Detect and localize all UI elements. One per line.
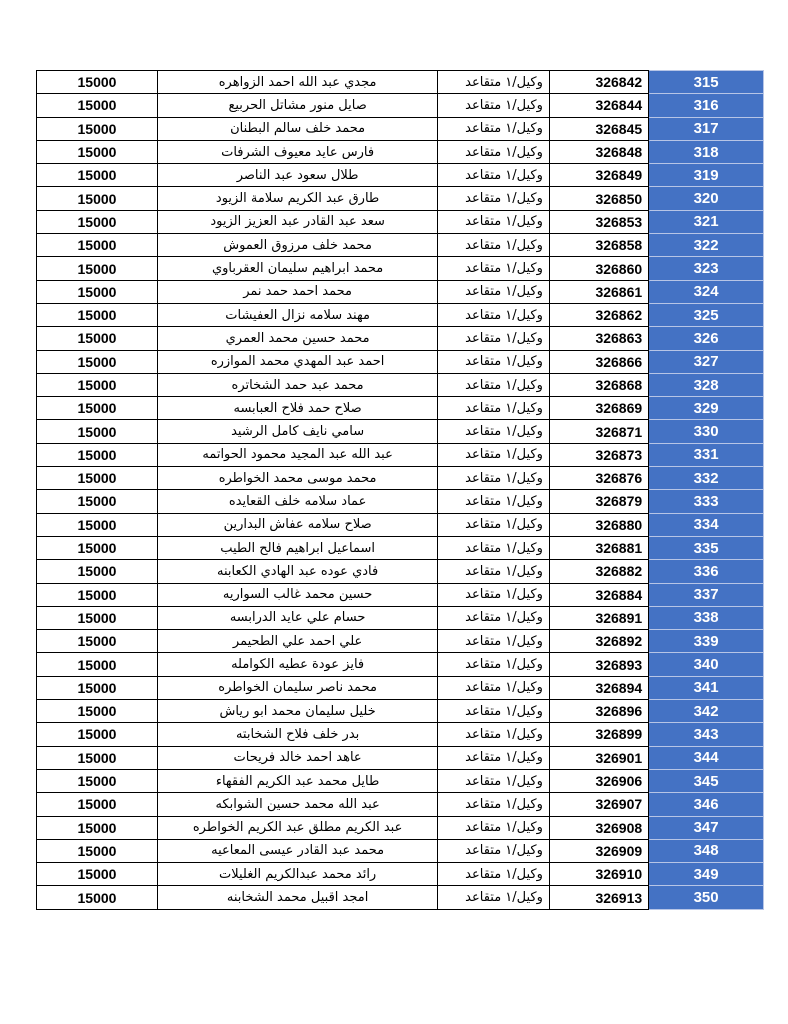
amount-cell: 15000	[37, 793, 158, 816]
id-cell: 326879	[549, 490, 648, 513]
table-row	[37, 327, 764, 350]
amount-cell: 15000	[37, 606, 158, 629]
sequence-cell: 317	[649, 117, 764, 140]
rank-cell: وكيل/١ متقاعد	[438, 746, 550, 769]
id-cell: 326881	[549, 536, 648, 559]
name-cell: بدر خلف فلاح الشخابته	[157, 723, 437, 746]
name-cell: محمد احمد حمد نمر	[157, 280, 437, 303]
table-row	[37, 71, 764, 94]
table-row	[37, 746, 764, 769]
id-cell: 326908	[549, 816, 648, 839]
name-cell: محمد موسى محمد الخواطره	[157, 467, 437, 490]
amount-cell: 15000	[37, 886, 158, 909]
name-cell: مجدي عبد الله احمد الزواهره	[157, 71, 437, 94]
rank-cell: وكيل/١ متقاعد	[438, 187, 550, 210]
name-cell: سعد عبد القادر عبد العزيز الزيود	[157, 210, 437, 233]
id-cell: 326907	[549, 793, 648, 816]
sequence-cell: 339	[649, 630, 764, 653]
id-cell: 326906	[549, 769, 648, 792]
table-row	[37, 560, 764, 583]
sequence-cell: 319	[649, 164, 764, 187]
sequence-cell: 350	[649, 886, 764, 909]
rank-cell: وكيل/١ متقاعد	[438, 630, 550, 653]
table-row	[37, 490, 764, 513]
rank-cell: وكيل/١ متقاعد	[438, 816, 550, 839]
name-cell: عماد سلامه خلف القعايده	[157, 490, 437, 513]
id-cell: 326860	[549, 257, 648, 280]
sequence-cell: 330	[649, 420, 764, 443]
table-row	[37, 397, 764, 420]
name-cell: صلاح حمد فلاح العبابسه	[157, 397, 437, 420]
id-cell: 326884	[549, 583, 648, 606]
sequence-cell: 315	[649, 71, 764, 94]
table-row	[37, 630, 764, 653]
table-row	[37, 187, 764, 210]
id-cell: 326863	[549, 327, 648, 350]
id-cell: 326873	[549, 443, 648, 466]
name-cell: محمد خلف مرزوق العموش	[157, 234, 437, 257]
amount-cell: 15000	[37, 443, 158, 466]
name-cell: محمد ناصر سليمان الخواطره	[157, 676, 437, 699]
sequence-cell: 323	[649, 257, 764, 280]
sequence-cell: 348	[649, 839, 764, 862]
sequence-cell: 328	[649, 373, 764, 396]
table-row	[37, 210, 764, 233]
id-cell: 326853	[549, 210, 648, 233]
sequence-cell: 316	[649, 94, 764, 117]
rank-cell: وكيل/١ متقاعد	[438, 467, 550, 490]
amount-cell: 15000	[37, 373, 158, 396]
id-cell: 326871	[549, 420, 648, 443]
name-cell: عبد الكريم مطلق عبد الكريم الخواطره	[157, 816, 437, 839]
rank-cell: وكيل/١ متقاعد	[438, 536, 550, 559]
amount-cell: 15000	[37, 187, 158, 210]
amount-cell: 15000	[37, 164, 158, 187]
sequence-cell: 338	[649, 606, 764, 629]
amount-cell: 15000	[37, 420, 158, 443]
id-cell: 326845	[549, 117, 648, 140]
table-row	[37, 769, 764, 792]
rank-cell: وكيل/١ متقاعد	[438, 723, 550, 746]
table-row	[37, 863, 764, 886]
rank-cell: وكيل/١ متقاعد	[438, 560, 550, 583]
name-cell: محمد ابراهيم سليمان العقرباوي	[157, 257, 437, 280]
sequence-cell: 318	[649, 140, 764, 163]
id-cell: 326892	[549, 630, 648, 653]
name-cell: فايز عودة عطيه الكوامله	[157, 653, 437, 676]
sequence-cell: 346	[649, 793, 764, 816]
sequence-cell: 334	[649, 513, 764, 536]
payment-table	[36, 70, 764, 910]
name-cell: احمد عبد المهدي محمد الموازره	[157, 350, 437, 373]
name-cell: طارق عبد الكريم سلامة الزيود	[157, 187, 437, 210]
rank-cell: وكيل/١ متقاعد	[438, 94, 550, 117]
sequence-cell: 333	[649, 490, 764, 513]
rank-cell: وكيل/١ متقاعد	[438, 420, 550, 443]
amount-cell: 15000	[37, 746, 158, 769]
name-cell: محمد عبد حمد الشخاتره	[157, 373, 437, 396]
name-cell: فادي عوده عبد الهادي الكعابنه	[157, 560, 437, 583]
name-cell: طلال سعود عبد الناصر	[157, 164, 437, 187]
table-row	[37, 443, 764, 466]
id-cell: 326896	[549, 700, 648, 723]
amount-cell: 15000	[37, 513, 158, 536]
rank-cell: وكيل/١ متقاعد	[438, 676, 550, 699]
amount-cell: 15000	[37, 723, 158, 746]
name-cell: علي احمد علي الطحيمر	[157, 630, 437, 653]
rank-cell: وكيل/١ متقاعد	[438, 397, 550, 420]
sequence-cell: 347	[649, 816, 764, 839]
rank-cell: وكيل/١ متقاعد	[438, 117, 550, 140]
rank-cell: وكيل/١ متقاعد	[438, 373, 550, 396]
rank-cell: وكيل/١ متقاعد	[438, 583, 550, 606]
name-cell: فارس عايد معيوف الشرفات	[157, 140, 437, 163]
sequence-cell: 326	[649, 327, 764, 350]
amount-cell: 15000	[37, 467, 158, 490]
sequence-cell: 342	[649, 700, 764, 723]
sequence-cell: 344	[649, 746, 764, 769]
name-cell: حسين محمد غالب السواريه	[157, 583, 437, 606]
amount-cell: 15000	[37, 536, 158, 559]
amount-cell: 15000	[37, 863, 158, 886]
table-row	[37, 280, 764, 303]
amount-cell: 15000	[37, 280, 158, 303]
rank-cell: وكيل/١ متقاعد	[438, 490, 550, 513]
id-cell: 326891	[549, 606, 648, 629]
id-cell: 326893	[549, 653, 648, 676]
rank-cell: وكيل/١ متقاعد	[438, 303, 550, 326]
table-row	[37, 257, 764, 280]
sequence-cell: 340	[649, 653, 764, 676]
amount-cell: 15000	[37, 769, 158, 792]
sequence-cell: 320	[649, 187, 764, 210]
id-cell: 326842	[549, 71, 648, 94]
id-cell: 326866	[549, 350, 648, 373]
table-row	[37, 653, 764, 676]
rank-cell: وكيل/١ متقاعد	[438, 140, 550, 163]
rank-cell: وكيل/١ متقاعد	[438, 71, 550, 94]
rank-cell: وكيل/١ متقاعد	[438, 513, 550, 536]
table-row	[37, 117, 764, 140]
rank-cell: وكيل/١ متقاعد	[438, 863, 550, 886]
amount-cell: 15000	[37, 327, 158, 350]
id-cell: 326901	[549, 746, 648, 769]
amount-cell: 15000	[37, 94, 158, 117]
id-cell: 326868	[549, 373, 648, 396]
sequence-cell: 329	[649, 397, 764, 420]
name-cell: سامي نايف كامل الرشيد	[157, 420, 437, 443]
rank-cell: وكيل/١ متقاعد	[438, 327, 550, 350]
id-cell: 326848	[549, 140, 648, 163]
table-row	[37, 234, 764, 257]
id-cell: 326909	[549, 839, 648, 862]
name-cell: محمد حسين محمد العمري	[157, 327, 437, 350]
table-row	[37, 513, 764, 536]
id-cell: 326894	[549, 676, 648, 699]
sequence-cell: 327	[649, 350, 764, 373]
sequence-cell: 325	[649, 303, 764, 326]
table-row	[37, 886, 764, 909]
id-cell: 326858	[549, 234, 648, 257]
name-cell: صايل منور مشاتل الحربيع	[157, 94, 437, 117]
amount-cell: 15000	[37, 140, 158, 163]
rank-cell: وكيل/١ متقاعد	[438, 280, 550, 303]
id-cell: 326869	[549, 397, 648, 420]
table-row	[37, 606, 764, 629]
rank-cell: وكيل/١ متقاعد	[438, 443, 550, 466]
id-cell: 326861	[549, 280, 648, 303]
table-row	[37, 303, 764, 326]
table-row	[37, 94, 764, 117]
sequence-cell: 331	[649, 443, 764, 466]
id-cell: 326876	[549, 467, 648, 490]
table-row	[37, 816, 764, 839]
rank-cell: وكيل/١ متقاعد	[438, 839, 550, 862]
amount-cell: 15000	[37, 816, 158, 839]
sequence-cell: 336	[649, 560, 764, 583]
name-cell: امجد اقبيل محمد الشخابنه	[157, 886, 437, 909]
amount-cell: 15000	[37, 257, 158, 280]
name-cell: عبد الله محمد حسين الشوابكه	[157, 793, 437, 816]
id-cell: 326910	[549, 863, 648, 886]
name-cell: محمد خلف سالم البطنان	[157, 117, 437, 140]
name-cell: رائد محمد عبدالكريم الغليلات	[157, 863, 437, 886]
rank-cell: وكيل/١ متقاعد	[438, 769, 550, 792]
table-row	[37, 839, 764, 862]
sequence-cell: 321	[649, 210, 764, 233]
id-cell: 326899	[549, 723, 648, 746]
amount-cell: 15000	[37, 676, 158, 699]
id-cell: 326862	[549, 303, 648, 326]
sequence-cell: 341	[649, 676, 764, 699]
rank-cell: وكيل/١ متقاعد	[438, 210, 550, 233]
amount-cell: 15000	[37, 653, 158, 676]
sequence-cell: 349	[649, 863, 764, 886]
table-row	[37, 140, 764, 163]
name-cell: صلاح سلامه عفاش البدارين	[157, 513, 437, 536]
amount-cell: 15000	[37, 839, 158, 862]
table-row	[37, 583, 764, 606]
amount-cell: 15000	[37, 397, 158, 420]
rank-cell: وكيل/١ متقاعد	[438, 234, 550, 257]
amount-cell: 15000	[37, 350, 158, 373]
sequence-cell: 324	[649, 280, 764, 303]
sequence-cell: 332	[649, 467, 764, 490]
amount-cell: 15000	[37, 490, 158, 513]
name-cell: مهند سلامه نزال العفيشات	[157, 303, 437, 326]
rank-cell: وكيل/١ متقاعد	[438, 653, 550, 676]
amount-cell: 15000	[37, 71, 158, 94]
table-row	[37, 793, 764, 816]
table-row	[37, 164, 764, 187]
name-cell: اسماعيل ابراهيم فالح الطيب	[157, 536, 437, 559]
name-cell: طايل محمد عبد الكريم الفقهاء	[157, 769, 437, 792]
id-cell: 326882	[549, 560, 648, 583]
amount-cell: 15000	[37, 630, 158, 653]
rank-cell: وكيل/١ متقاعد	[438, 257, 550, 280]
table-body	[37, 71, 764, 910]
amount-cell: 15000	[37, 234, 158, 257]
sequence-cell: 337	[649, 583, 764, 606]
table-row	[37, 420, 764, 443]
table-row	[37, 350, 764, 373]
id-cell: 326849	[549, 164, 648, 187]
table-row	[37, 373, 764, 396]
amount-cell: 15000	[37, 117, 158, 140]
rank-cell: وكيل/١ متقاعد	[438, 606, 550, 629]
amount-cell: 15000	[37, 583, 158, 606]
name-cell: عاهد احمد خالد فريحات	[157, 746, 437, 769]
id-cell: 326844	[549, 94, 648, 117]
name-cell: عبد الله عبد المجيد محمود الحواتمه	[157, 443, 437, 466]
name-cell: خليل سليمان محمد ابو رياش	[157, 700, 437, 723]
table-row	[37, 536, 764, 559]
id-cell: 326913	[549, 886, 648, 909]
amount-cell: 15000	[37, 700, 158, 723]
amount-cell: 15000	[37, 303, 158, 326]
rank-cell: وكيل/١ متقاعد	[438, 164, 550, 187]
table-row	[37, 700, 764, 723]
id-cell: 326850	[549, 187, 648, 210]
sequence-cell: 345	[649, 769, 764, 792]
id-cell: 326880	[549, 513, 648, 536]
sequence-cell: 335	[649, 536, 764, 559]
sequence-cell: 322	[649, 234, 764, 257]
rank-cell: وكيل/١ متقاعد	[438, 886, 550, 909]
rank-cell: وكيل/١ متقاعد	[438, 700, 550, 723]
sequence-cell: 343	[649, 723, 764, 746]
table-row	[37, 467, 764, 490]
amount-cell: 15000	[37, 560, 158, 583]
table-row	[37, 676, 764, 699]
rank-cell: وكيل/١ متقاعد	[438, 350, 550, 373]
table-row	[37, 723, 764, 746]
rank-cell: وكيل/١ متقاعد	[438, 793, 550, 816]
name-cell: حسام علي عايد الدرابسه	[157, 606, 437, 629]
name-cell: محمد عبد القادر عيسى المعاعيه	[157, 839, 437, 862]
amount-cell: 15000	[37, 210, 158, 233]
